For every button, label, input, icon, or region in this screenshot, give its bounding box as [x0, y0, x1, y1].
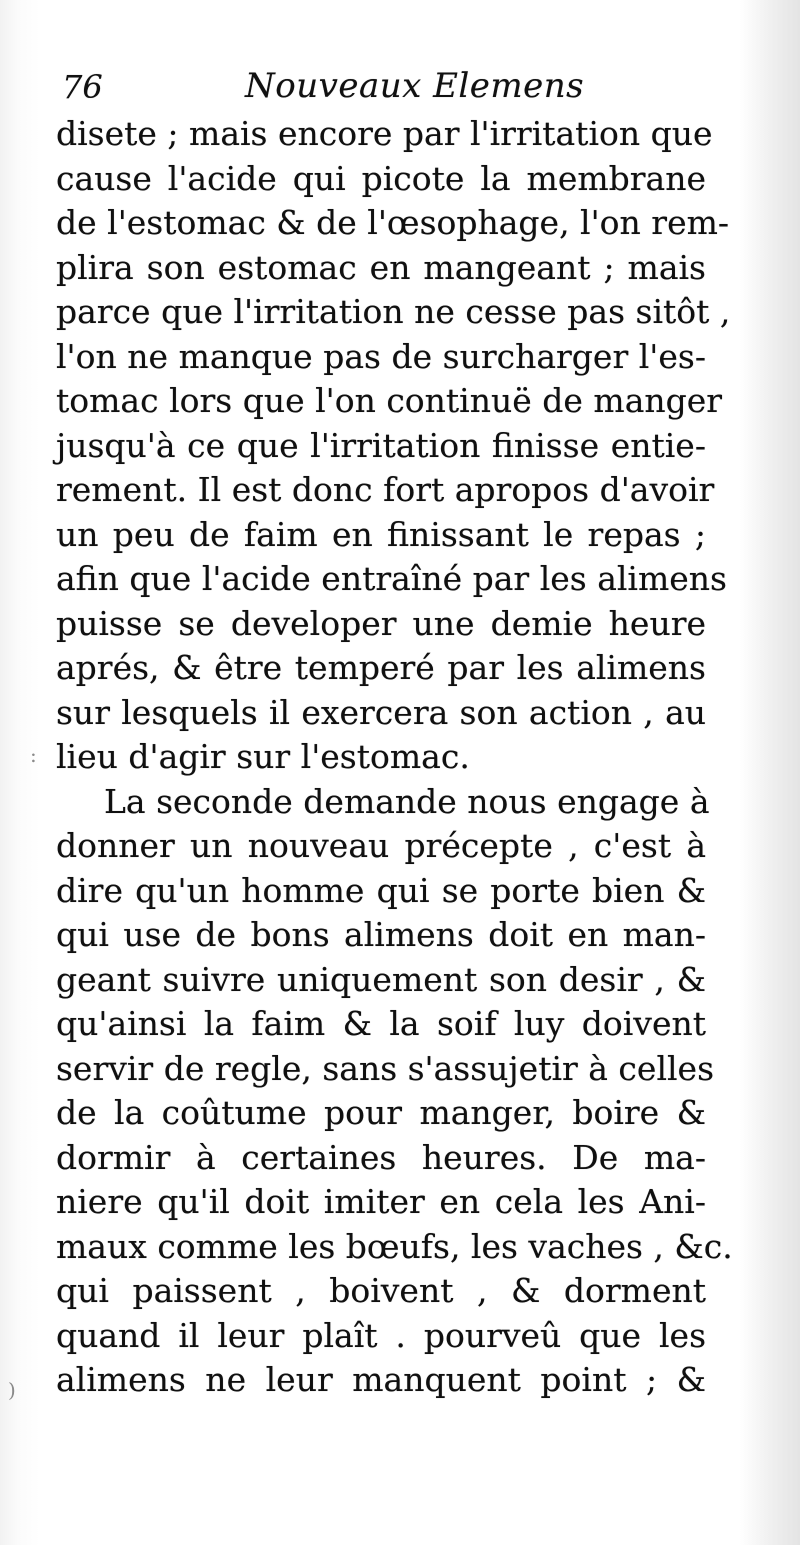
text-line: donner un nouveau précepte , c'est à [56, 826, 706, 865]
text-line: un peu de faim en finissant le repas ; [56, 514, 706, 554]
margin-mark: : [30, 743, 37, 767]
text-line: alimens ne leur manquent point ; & [56, 1360, 706, 1399]
text-line: parce que l'irritation ne cesse pas sitôt , [56, 292, 731, 331]
text-line: rement. Il est donc fort apropos d'avoir [56, 470, 715, 509]
text-line: sur lesquels il exercera son action , au [56, 692, 706, 732]
text-line: maux comme les bœufs, les vaches , &c. [56, 1226, 733, 1266]
text-line: lieu d'agir sur l'estomac. [56, 737, 470, 776]
page-header [0, 58, 800, 108]
text-line: afin que l'acide entraîné par les alimens [56, 559, 727, 598]
text-line: de l'estomac & de l'œsophage, l'on rem- [56, 203, 730, 242]
text-line: plira son estomac en mangeant ; mais [56, 247, 706, 287]
text-line: quand il leur plaît . pourveû que les [56, 1315, 706, 1355]
text-line: dormir à certaines heures. De ma- [56, 1137, 706, 1177]
text-line: de la coûtume pour manger, boire & [56, 1093, 706, 1132]
text-line: cause l'acide qui picote la membrane [56, 158, 706, 198]
running-title: Nouveaux Elemens [245, 66, 585, 106]
text-line: l'on ne manque pas de surcharger l'es- [56, 336, 706, 376]
text-line: dire qu'un homme qui se porte bien & [56, 870, 706, 910]
text-line: jusqu'à ce que l'irritation finisse entie- [56, 425, 706, 465]
page-number: 76 [62, 68, 103, 106]
text-line: qui paissent , boivent , & dorment [56, 1271, 706, 1310]
text-line: La seconde demande nous engage à [104, 781, 710, 821]
text-line: disete ; mais encore par l'irritation que [56, 114, 713, 153]
text-line: aprés, & être temperé par les alimens [56, 648, 706, 687]
text-line: niere qu'il doit imiter en cela les Ani- [56, 1182, 706, 1221]
body-text [56, 112, 733, 1403]
text-line: tomac lors que l'on continuë de manger [56, 381, 723, 420]
text-line: qu'ainsi la faim & la soif luy doivent [56, 1004, 706, 1043]
text-line: geant suivre uniquement son desir , & [56, 959, 706, 999]
text-line: puisse se developer une demie heure [56, 603, 706, 643]
text-line: servir de regle, sans s'assujetir à celles [56, 1048, 715, 1088]
margin-mark: ) [8, 1378, 16, 1402]
text-line: qui use de bons alimens doit en man- [56, 915, 706, 954]
